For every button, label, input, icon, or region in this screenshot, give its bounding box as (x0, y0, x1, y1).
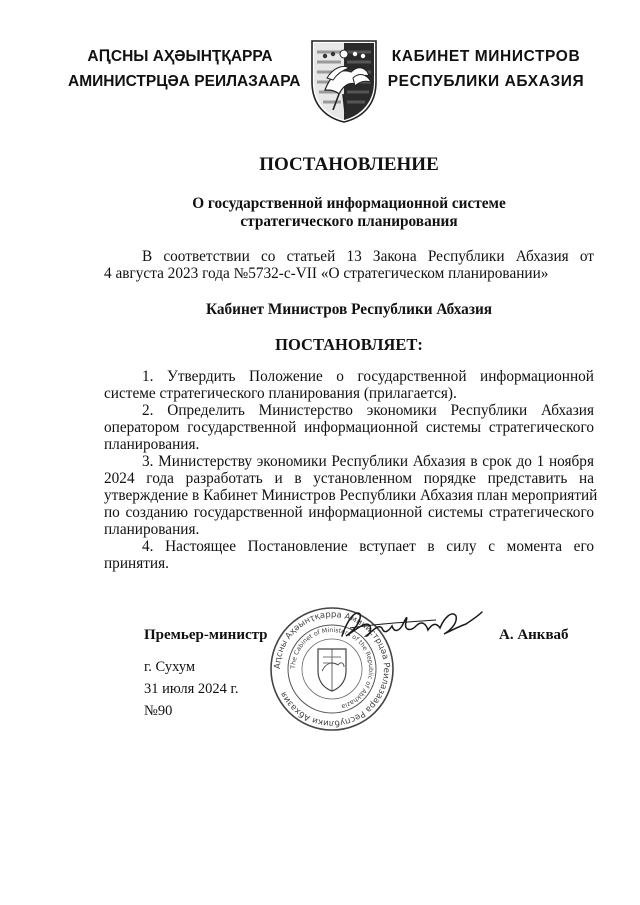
header-left-line2: АМИНИСТРЦӘА РЕИЛАЗААРА (68, 73, 301, 90)
item-2-line1: 2. Определить Министерство экономики Республики Абхазия (142, 402, 594, 419)
item-4-line1: 4. Настоящее Постановление вступает в силу с момента его (142, 538, 594, 555)
document-date: 31 июля 2024 г. (144, 681, 239, 697)
item-3-line2: 2024 года разработать и в установленном порядке представить на (104, 470, 594, 487)
document-title: ПОСТАНОВЛЕНИЕ (259, 154, 439, 175)
item-4-line2: принятия. (104, 555, 169, 572)
subject-line1: О государственной информационной системе (192, 195, 506, 212)
item-2-line2: оператором государственной информационной системы стратегического (104, 419, 594, 436)
signatory-position: Премьер-министр (144, 627, 268, 643)
header-right-line2: РЕСПУБЛИКИ АБХАЗИЯ (387, 73, 585, 90)
issuer: Кабинет Министров Республики Абхазия (205, 301, 493, 318)
header-left-line1: АԤСНЫ АҲӘЫНҬҚАРРА (87, 48, 273, 65)
coat-of-arms-icon (309, 38, 379, 124)
item-1-line1: 1. Утвердить Положение о государственной информационной (142, 368, 594, 385)
item-2-line3: планирования. (104, 436, 200, 453)
handwritten-signature (336, 602, 486, 646)
subject-line2: стратегического планирования (240, 213, 458, 230)
seal-outer-text: Аԥсны Аҳәынҭқарра Аминистрцәа Реилазаара Республики Абхазия (272, 609, 392, 729)
preamble-line1: В соответствии со статьей 13 Закона Республики Абхазия от (142, 248, 594, 265)
document-number: №90 (144, 703, 173, 719)
place: г. Сухум (144, 659, 196, 675)
signatory-name: А. Анкваб (499, 627, 569, 643)
item-3-line5: планирования. (104, 521, 200, 538)
header-left (68, 44, 301, 94)
item-3-line3: утверждение в Кабинет Министров Республики Абхазия план мероприятий (104, 487, 598, 504)
preamble-line2: 4 августа 2023 года №5732-с-VII «О стратегическом планировании» (104, 265, 549, 282)
item-1-line2: системе стратегического планирования (прилагается). (104, 385, 457, 402)
item-3-line1: 3. Министерству экономики Республики Абхазия в срок до 1 ноября (142, 453, 594, 470)
header-right-line1: КАБИНЕТ МИНИСТРОВ (391, 48, 581, 65)
header-right (386, 44, 586, 94)
resolves-heading: ПОСТАНОВЛЯЕТ: (275, 335, 423, 354)
item-3-line4: по созданию государственной информационной системы стратегического (104, 504, 594, 521)
document-subject (104, 195, 594, 231)
seal-inner-text: The Cabinet of Ministers of the Republic of Abkhazia (289, 626, 375, 710)
